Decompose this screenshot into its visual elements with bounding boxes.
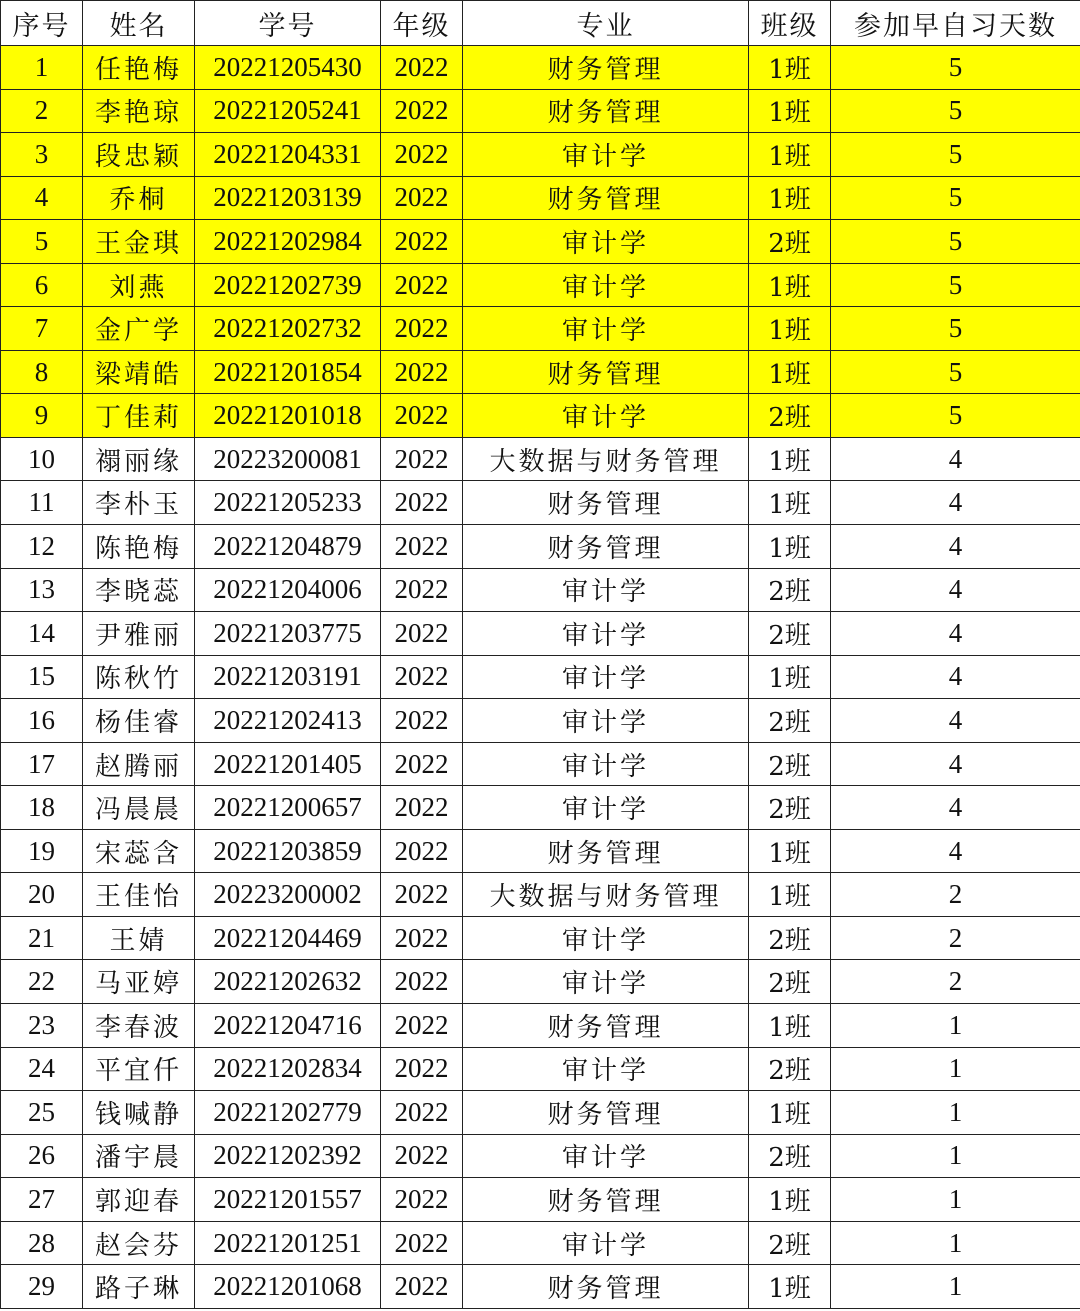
cell-class: 2班	[749, 1134, 831, 1178]
cell-class: 2班	[749, 612, 831, 656]
cell-grade: 2022	[381, 481, 463, 525]
cell-student-id: 20221203191	[195, 655, 381, 699]
cell-index: 27	[1, 1178, 83, 1222]
cell-attendance-days: 1	[831, 1047, 1080, 1091]
table-row	[1, 655, 1080, 699]
cell-index: 3	[1, 133, 83, 177]
table-row	[1, 960, 1080, 1004]
cell-name: 郭迎春	[83, 1178, 195, 1222]
cell-student-id: 20221204716	[195, 1004, 381, 1048]
cell-grade: 2022	[381, 1221, 463, 1265]
cell-major: 财务管理	[463, 1178, 749, 1222]
cell-student-id: 20221202413	[195, 699, 381, 743]
cell-grade: 2022	[381, 525, 463, 569]
cell-name: 陈艳梅	[83, 525, 195, 569]
cell-index: 16	[1, 699, 83, 743]
cell-name: 钱喊静	[83, 1091, 195, 1135]
cell-major: 财务管理	[463, 46, 749, 90]
cell-student-id: 20221202984	[195, 220, 381, 264]
cell-major: 审计学	[463, 307, 749, 351]
table-row	[1, 1221, 1080, 1265]
cell-class: 1班	[749, 89, 831, 133]
cell-major: 财务管理	[463, 829, 749, 873]
cell-index: 24	[1, 1047, 83, 1091]
cell-student-id: 20221203775	[195, 612, 381, 656]
cell-index: 15	[1, 655, 83, 699]
cell-student-id: 20221202834	[195, 1047, 381, 1091]
cell-attendance-days: 1	[831, 1004, 1080, 1048]
cell-grade: 2022	[381, 307, 463, 351]
table-row	[1, 1134, 1080, 1178]
cell-attendance-days: 1	[831, 1178, 1080, 1222]
cell-class: 1班	[749, 655, 831, 699]
cell-grade: 2022	[381, 263, 463, 307]
cell-index: 6	[1, 263, 83, 307]
cell-grade: 2022	[381, 873, 463, 917]
cell-grade: 2022	[381, 350, 463, 394]
cell-class: 1班	[749, 829, 831, 873]
cell-name: 平宜仟	[83, 1047, 195, 1091]
cell-name: 刘燕	[83, 263, 195, 307]
cell-name: 乔桐	[83, 176, 195, 220]
cell-class: 2班	[749, 699, 831, 743]
cell-class: 2班	[749, 394, 831, 438]
cell-attendance-days: 4	[831, 437, 1080, 481]
header-attendance-days: 参加早自习天数	[831, 1, 1080, 46]
cell-attendance-days: 5	[831, 46, 1080, 90]
table-row	[1, 350, 1080, 394]
cell-index: 14	[1, 612, 83, 656]
cell-index: 1	[1, 46, 83, 90]
cell-grade: 2022	[381, 1134, 463, 1178]
table-row	[1, 1265, 1080, 1309]
cell-class: 2班	[749, 1047, 831, 1091]
cell-index: 5	[1, 220, 83, 264]
cell-class: 1班	[749, 873, 831, 917]
cell-name: 禤丽缘	[83, 437, 195, 481]
cell-attendance-days: 5	[831, 394, 1080, 438]
cell-class: 2班	[749, 220, 831, 264]
cell-index: 17	[1, 742, 83, 786]
cell-attendance-days: 1	[831, 1265, 1080, 1309]
cell-grade: 2022	[381, 46, 463, 90]
cell-index: 20	[1, 873, 83, 917]
cell-attendance-days: 2	[831, 960, 1080, 1004]
cell-attendance-days: 5	[831, 133, 1080, 177]
cell-index: 28	[1, 1221, 83, 1265]
cell-name: 赵腾丽	[83, 742, 195, 786]
cell-major: 财务管理	[463, 1265, 749, 1309]
cell-student-id: 20221201068	[195, 1265, 381, 1309]
cell-name: 李艳琼	[83, 89, 195, 133]
header-grade: 年级	[381, 1, 463, 46]
cell-major: 审计学	[463, 133, 749, 177]
cell-name: 段忠颖	[83, 133, 195, 177]
cell-student-id: 20221202632	[195, 960, 381, 1004]
cell-name: 路子琳	[83, 1265, 195, 1309]
cell-major: 审计学	[463, 699, 749, 743]
cell-name: 陈秋竹	[83, 655, 195, 699]
cell-attendance-days: 4	[831, 481, 1080, 525]
cell-major: 财务管理	[463, 176, 749, 220]
table-row	[1, 873, 1080, 917]
cell-attendance-days: 1	[831, 1091, 1080, 1135]
cell-grade: 2022	[381, 1265, 463, 1309]
cell-name: 马亚婷	[83, 960, 195, 1004]
cell-major: 审计学	[463, 916, 749, 960]
cell-major: 审计学	[463, 220, 749, 264]
cell-grade: 2022	[381, 786, 463, 830]
cell-student-id: 20221202739	[195, 263, 381, 307]
cell-attendance-days: 5	[831, 176, 1080, 220]
cell-attendance-days: 4	[831, 699, 1080, 743]
table-row	[1, 307, 1080, 351]
cell-major: 审计学	[463, 742, 749, 786]
cell-attendance-days: 4	[831, 655, 1080, 699]
cell-name: 金广学	[83, 307, 195, 351]
table-row	[1, 916, 1080, 960]
cell-major: 财务管理	[463, 89, 749, 133]
cell-major: 审计学	[463, 1134, 749, 1178]
cell-grade: 2022	[381, 1091, 463, 1135]
cell-major: 审计学	[463, 786, 749, 830]
cell-class: 2班	[749, 1221, 831, 1265]
cell-index: 21	[1, 916, 83, 960]
cell-name: 王婧	[83, 916, 195, 960]
cell-attendance-days: 4	[831, 525, 1080, 569]
cell-class: 2班	[749, 568, 831, 612]
cell-student-id: 20223200081	[195, 437, 381, 481]
cell-major: 审计学	[463, 655, 749, 699]
cell-grade: 2022	[381, 89, 463, 133]
header-row	[1, 1, 1080, 46]
header-index: 序号	[1, 1, 83, 46]
cell-major: 审计学	[463, 612, 749, 656]
cell-name: 任艳梅	[83, 46, 195, 90]
cell-student-id: 20221202392	[195, 1134, 381, 1178]
cell-attendance-days: 1	[831, 1134, 1080, 1178]
cell-index: 12	[1, 525, 83, 569]
cell-major: 审计学	[463, 960, 749, 1004]
cell-index: 8	[1, 350, 83, 394]
table-row	[1, 263, 1080, 307]
cell-attendance-days: 5	[831, 220, 1080, 264]
cell-name: 王金琪	[83, 220, 195, 264]
cell-index: 25	[1, 1091, 83, 1135]
cell-major: 审计学	[463, 263, 749, 307]
table-row	[1, 89, 1080, 133]
cell-student-id: 20221201405	[195, 742, 381, 786]
cell-grade: 2022	[381, 176, 463, 220]
cell-student-id: 20221200657	[195, 786, 381, 830]
cell-class: 1班	[749, 307, 831, 351]
cell-student-id: 20221204006	[195, 568, 381, 612]
cell-class: 1班	[749, 481, 831, 525]
header-class: 班级	[749, 1, 831, 46]
table-row	[1, 568, 1080, 612]
cell-class: 1班	[749, 1265, 831, 1309]
cell-grade: 2022	[381, 742, 463, 786]
cell-grade: 2022	[381, 699, 463, 743]
table-row	[1, 133, 1080, 177]
table-row	[1, 481, 1080, 525]
cell-class: 2班	[749, 916, 831, 960]
cell-index: 19	[1, 829, 83, 873]
cell-index: 26	[1, 1134, 83, 1178]
table-row	[1, 612, 1080, 656]
cell-attendance-days: 2	[831, 873, 1080, 917]
cell-name: 李晓蕊	[83, 568, 195, 612]
header-name: 姓名	[83, 1, 195, 46]
cell-index: 23	[1, 1004, 83, 1048]
cell-name: 赵会芬	[83, 1221, 195, 1265]
table-row	[1, 786, 1080, 830]
cell-index: 9	[1, 394, 83, 438]
cell-name: 李朴玉	[83, 481, 195, 525]
cell-index: 7	[1, 307, 83, 351]
table-row	[1, 46, 1080, 90]
cell-student-id: 20221205430	[195, 46, 381, 90]
table-row	[1, 1004, 1080, 1048]
cell-attendance-days: 4	[831, 829, 1080, 873]
cell-major: 审计学	[463, 568, 749, 612]
cell-major: 审计学	[463, 1047, 749, 1091]
cell-name: 尹雅丽	[83, 612, 195, 656]
cell-student-id: 20221201557	[195, 1178, 381, 1222]
cell-grade: 2022	[381, 133, 463, 177]
table-row	[1, 699, 1080, 743]
cell-name: 冯晨晨	[83, 786, 195, 830]
cell-class: 1班	[749, 176, 831, 220]
cell-major: 财务管理	[463, 525, 749, 569]
cell-grade: 2022	[381, 220, 463, 264]
cell-attendance-days: 5	[831, 89, 1080, 133]
cell-student-id: 20221205233	[195, 481, 381, 525]
table-row	[1, 1178, 1080, 1222]
cell-major: 财务管理	[463, 1004, 749, 1048]
cell-index: 29	[1, 1265, 83, 1309]
table-row	[1, 829, 1080, 873]
cell-class: 1班	[749, 437, 831, 481]
header-student-id: 学号	[195, 1, 381, 46]
cell-student-id: 20221203859	[195, 829, 381, 873]
cell-student-id: 20221202779	[195, 1091, 381, 1135]
cell-class: 1班	[749, 46, 831, 90]
cell-major: 大数据与财务管理	[463, 873, 749, 917]
cell-student-id: 20221204469	[195, 916, 381, 960]
cell-student-id: 20221203139	[195, 176, 381, 220]
cell-index: 18	[1, 786, 83, 830]
cell-attendance-days: 4	[831, 612, 1080, 656]
cell-class: 1班	[749, 133, 831, 177]
cell-major: 财务管理	[463, 350, 749, 394]
cell-grade: 2022	[381, 394, 463, 438]
cell-index: 10	[1, 437, 83, 481]
table-row	[1, 437, 1080, 481]
cell-grade: 2022	[381, 1178, 463, 1222]
cell-attendance-days: 5	[831, 350, 1080, 394]
cell-name: 王佳怡	[83, 873, 195, 917]
cell-student-id: 20221204879	[195, 525, 381, 569]
header-major: 专业	[463, 1, 749, 46]
cell-grade: 2022	[381, 568, 463, 612]
cell-name: 丁佳莉	[83, 394, 195, 438]
cell-class: 1班	[749, 263, 831, 307]
cell-attendance-days: 4	[831, 742, 1080, 786]
cell-major: 审计学	[463, 394, 749, 438]
table-row	[1, 176, 1080, 220]
cell-class: 2班	[749, 742, 831, 786]
cell-attendance-days: 1	[831, 1221, 1080, 1265]
cell-name: 李春波	[83, 1004, 195, 1048]
cell-student-id: 20221204331	[195, 133, 381, 177]
cell-attendance-days: 2	[831, 916, 1080, 960]
cell-attendance-days: 4	[831, 786, 1080, 830]
cell-index: 4	[1, 176, 83, 220]
cell-class: 2班	[749, 960, 831, 1004]
cell-index: 13	[1, 568, 83, 612]
table-row	[1, 1091, 1080, 1135]
table-row	[1, 394, 1080, 438]
table-row	[1, 525, 1080, 569]
cell-class: 1班	[749, 1091, 831, 1135]
cell-grade: 2022	[381, 612, 463, 656]
cell-major: 审计学	[463, 1221, 749, 1265]
cell-class: 1班	[749, 1178, 831, 1222]
cell-index: 11	[1, 481, 83, 525]
cell-student-id: 20221201251	[195, 1221, 381, 1265]
cell-class: 1班	[749, 1004, 831, 1048]
cell-student-id: 20221201018	[195, 394, 381, 438]
table-row	[1, 742, 1080, 786]
cell-grade: 2022	[381, 1047, 463, 1091]
cell-grade: 2022	[381, 1004, 463, 1048]
cell-major: 财务管理	[463, 481, 749, 525]
cell-attendance-days: 5	[831, 307, 1080, 351]
table-row	[1, 220, 1080, 264]
cell-grade: 2022	[381, 437, 463, 481]
cell-index: 22	[1, 960, 83, 1004]
cell-student-id: 20221205241	[195, 89, 381, 133]
cell-grade: 2022	[381, 829, 463, 873]
cell-class: 1班	[749, 525, 831, 569]
cell-student-id: 20221201854	[195, 350, 381, 394]
cell-class: 1班	[749, 350, 831, 394]
cell-grade: 2022	[381, 655, 463, 699]
cell-attendance-days: 5	[831, 263, 1080, 307]
cell-grade: 2022	[381, 916, 463, 960]
cell-grade: 2022	[381, 960, 463, 1004]
cell-student-id: 20223200002	[195, 873, 381, 917]
cell-attendance-days: 4	[831, 568, 1080, 612]
cell-major: 财务管理	[463, 1091, 749, 1135]
cell-index: 2	[1, 89, 83, 133]
cell-student-id: 20221202732	[195, 307, 381, 351]
table-row	[1, 1047, 1080, 1091]
cell-name: 梁靖皓	[83, 350, 195, 394]
cell-class: 2班	[749, 786, 831, 830]
cell-name: 杨佳睿	[83, 699, 195, 743]
cell-name: 潘宇晨	[83, 1134, 195, 1178]
cell-major: 大数据与财务管理	[463, 437, 749, 481]
cell-name: 宋蕊含	[83, 829, 195, 873]
